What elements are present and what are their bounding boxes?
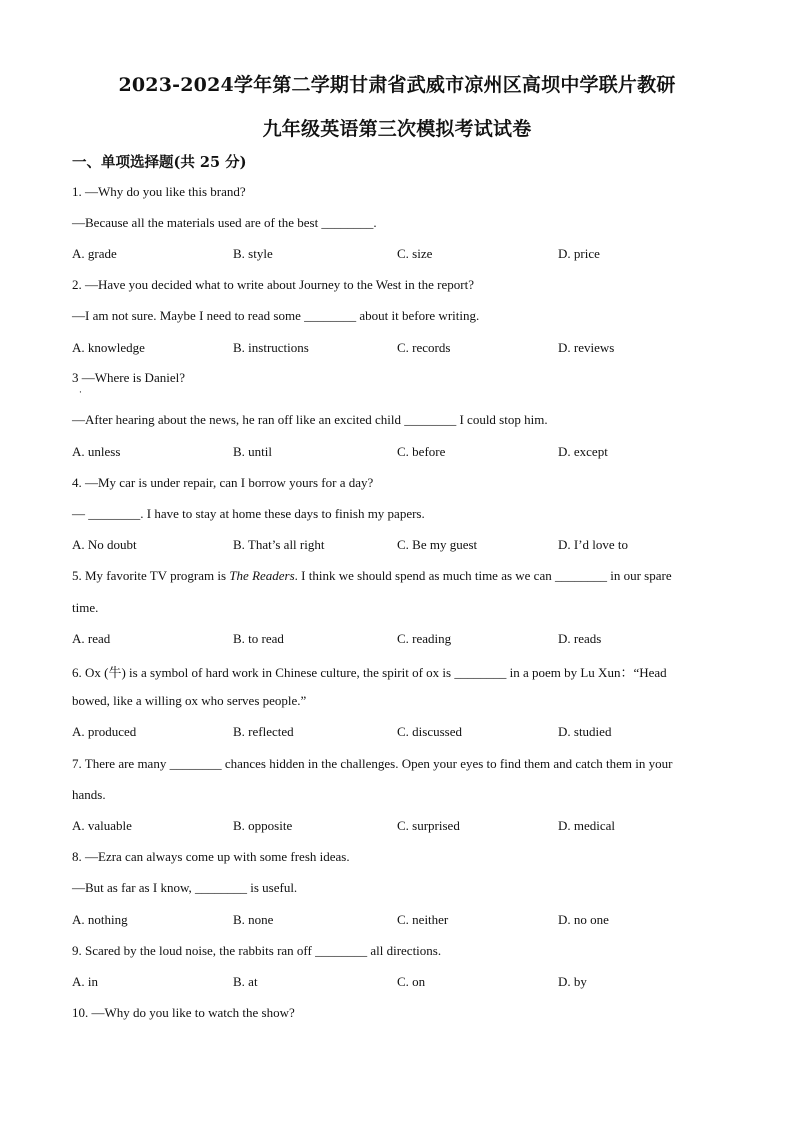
question-3-stem: 3 —Where is Daniel?	[72, 370, 185, 385]
option-d: D. price	[558, 246, 600, 261]
question-3-answer-line: —After hearing about the news, he ran off like an excited child ________ I could stop him.	[72, 412, 548, 427]
question-1-options	[72, 246, 732, 264]
section-heading: 一、单项选择题(共 25 分)	[72, 154, 247, 171]
option-b: B. That’s all right	[233, 537, 325, 552]
question-4-answer-line: — ________. I have to stay at home these days to finish my papers.	[72, 506, 425, 521]
option-c: C. on	[397, 974, 426, 989]
option-c: C. before	[397, 444, 446, 459]
option-c: C. discussed	[397, 724, 462, 739]
exam-title-line-2: 九年级英语第三次模拟考试试卷	[262, 118, 532, 140]
option-c: C. neither	[397, 912, 449, 927]
option-b: B. reflected	[233, 724, 294, 739]
option-d: D. I’d love to	[558, 537, 629, 552]
question-6-options	[72, 724, 732, 742]
option-c: C. reading	[397, 631, 452, 646]
question-3-options	[72, 444, 732, 462]
question-5-stem-continued: time.	[72, 600, 99, 615]
question-5-stem	[72, 568, 672, 584]
option-d: D. by	[558, 974, 587, 989]
option-c: C. Be my guest	[397, 537, 478, 552]
question-2-answer-line: —I am not sure. Maybe I need to read some ________ about it before writing.	[72, 308, 480, 323]
option-b: B. opposite	[233, 818, 293, 833]
option-d: D. except	[558, 444, 608, 459]
option-a: A. read	[72, 631, 111, 646]
option-b: B. at	[233, 974, 258, 989]
question-9-stem: 9. Scared by the loud noise, the rabbits ran off ________ all directions.	[72, 943, 442, 958]
option-a: A. valuable	[72, 818, 132, 833]
option-b: B. style	[233, 246, 273, 261]
question-5-options	[72, 631, 732, 649]
option-a: A. in	[72, 974, 98, 989]
question-7-stem-continued: hands.	[72, 787, 106, 802]
option-d: D. reviews	[558, 340, 615, 355]
option-a: A. unless	[72, 444, 121, 459]
question-6-stem-continued: bowed, like a willing ox who serves people.”	[72, 693, 307, 708]
option-d: D. reads	[558, 631, 602, 646]
question-1-answer-line: —Because all the materials used are of the best ________.	[72, 215, 377, 230]
option-b: B. none	[233, 912, 274, 927]
option-d: D. medical	[558, 818, 616, 833]
question-10-stem: 10. —Why do you like to watch the show?	[72, 1005, 295, 1020]
question-5-stem-start: 5. My favorite TV program is	[72, 568, 230, 583]
program-title: The Readers	[229, 568, 295, 583]
question-number-dot: ·	[79, 388, 82, 398]
option-c: C. size	[397, 246, 433, 261]
question-4-stem: 4. —My car is under repair, can I borrow yours for a day?	[72, 475, 374, 490]
question-2-options	[72, 340, 732, 358]
question-8-options	[72, 912, 732, 930]
exam-title-line-1: 2023-2024学年第二学期甘肃省武威市凉州区高坝中学联片教研	[118, 74, 676, 96]
question-2-stem: 2. —Have you decided what to write about Journey to the West in the report?	[72, 277, 474, 292]
option-c: C. records	[397, 340, 451, 355]
option-b: B. instructions	[233, 340, 309, 355]
option-b: B. until	[233, 444, 273, 459]
option-a: A. produced	[72, 724, 137, 739]
question-8-answer-line: —But as far as I know, ________ is useful.	[72, 880, 298, 895]
question-5-stem-end: . I think we should spend as much time as we can ________ in our spare	[294, 568, 672, 583]
option-a: A. knowledge	[72, 340, 145, 355]
option-d: D. no one	[558, 912, 609, 927]
option-a: A. No doubt	[72, 537, 137, 552]
question-1-stem: 1. —Why do you like this brand?	[72, 184, 246, 199]
question-7-options	[72, 818, 732, 836]
question-4-options	[72, 537, 732, 555]
question-6-stem: 6. Ox (牛) is a symbol of hard work in Chinese culture, the spirit of ox is ________ in a poem by Lu Xun：“Head	[72, 665, 667, 680]
option-b: B. to read	[233, 631, 284, 646]
question-9-options	[72, 974, 732, 992]
question-7-stem: 7. There are many ________ chances hidden in the challenges. Open your eyes to find them and catch them in your	[72, 756, 673, 771]
option-a: A. grade	[72, 246, 117, 261]
question-8-stem: 8. —Ezra can always come up with some fresh ideas.	[72, 849, 350, 864]
option-c: C. surprised	[397, 818, 460, 833]
option-d: D. studied	[558, 724, 612, 739]
option-a: A. nothing	[72, 912, 128, 927]
